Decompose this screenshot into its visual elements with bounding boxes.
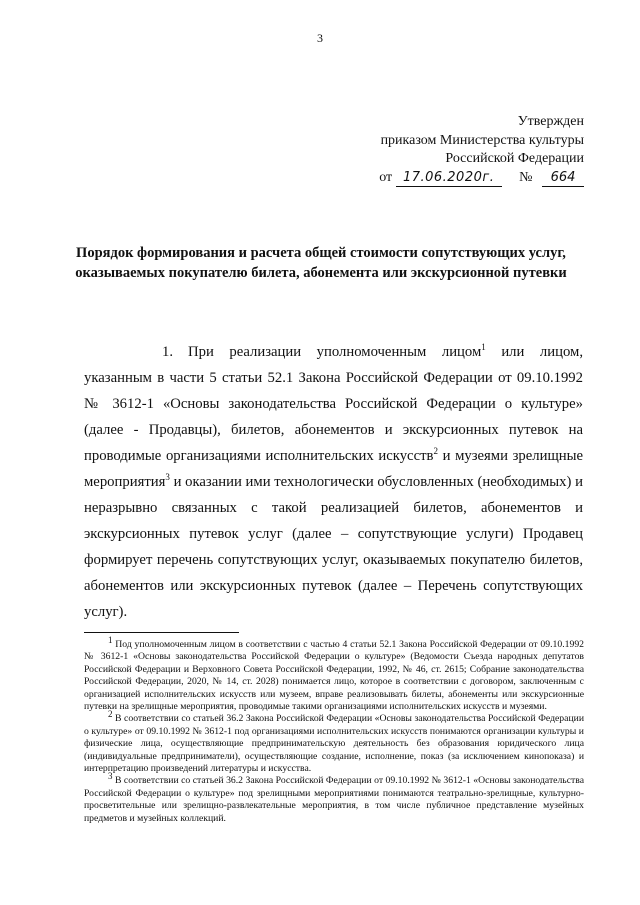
footnote-ref-2[interactable]: 2 <box>433 446 438 457</box>
paragraph-text-part3: и музеями зрелищные мероприятия <box>84 448 584 490</box>
paragraph-text-part2: или лицом, указанным в части 5 статьи 52.1 Закона Российской Федерации от 09.10.1992 № 3612-1 «Основы законодательства Российской Федерации о культуре» (далее - Продавцы), билетов, абонементов и экскурсионных путевок на проводимые организациями исполнительских искусств <box>84 344 583 464</box>
footnote-3 <box>84 771 585 825</box>
approval-line-order: приказом Министерства культуры <box>380 132 584 148</box>
document-title: Порядок формирования и расчета общей стоимости сопутствующих услуг, оказываемых покупателю билета, абонемента или экскурсионной путевки <box>75 245 567 281</box>
approval-block <box>284 113 584 187</box>
paragraph-text-part1: При реализации уполномоченным лицом <box>188 344 482 360</box>
footnotes <box>84 634 585 825</box>
footnote-text-3: В соответствии со статьей 36.2 Закона Российской Федерации от 09.10.1992 № 3612-1 «Основы законодательства Российской Федерации о культуре» под зрелищными мероприятиями понимаются театрально-зрелищные, культурно-просветительные или зрелищно-развлекательные мероприятия, в том числе публичное представление музейных предметов и музейных коллекций. <box>84 775 585 824</box>
footnote-2 <box>84 709 584 775</box>
handwritten-number: 664 <box>542 170 584 187</box>
from-label: от <box>379 169 393 185</box>
number-label: № <box>519 169 533 185</box>
footnote-separator <box>84 632 239 633</box>
paragraph-number: 1. <box>162 344 174 360</box>
footnote-mark-3: 3 <box>108 771 113 782</box>
footnote-ref-1[interactable]: 1 <box>481 342 486 353</box>
approval-date-line <box>284 169 584 188</box>
approval-line-federation: Российской Федерации <box>445 151 584 166</box>
footnote-mark-2: 2 <box>108 709 113 720</box>
footnote-mark-1: 1 <box>108 634 113 645</box>
footnote-text-2: В соответствии со статьей 36.2 Закона Российской Федерации «Основы законодательства Российской Федерации о культуре» от 09.10.1992 № 3612-1 под организациями исполнительских искусств понимаются организации культуры и физические лица, осуществляющие предпринимательскую деятельность без образования юридического лица (индивидуальные предприниматели), осуществляющие создание, исполнение, показ (за исключением кинопоказа) и интерпретацию произведений литературы и искусства. <box>84 713 584 775</box>
paragraph-text-part4: и оказании ими технологически обусловленных (необходимых) и неразрывно связанных с такой реализацией билетов, абонементов и экскурсионных путевок услуг (далее – сопутствующие услуги) Продавец формирует перечень сопутствующих услуг, оказываемых покупателю билетов, абонементов или экскурсионных путевок (далее – Перечень сопутствующих услуг). <box>84 474 583 620</box>
page-number: 3 <box>317 31 323 45</box>
footnote-text-1: Под уполномоченным лицом в соответствии с частью 4 статьи 52.1 Закона Российской Федерации от 09.10.1992 № 3612-1 «Основы законодательства Российской Федерации о культуре» (Ведомости Съезда народных депутатов Российской Федерации и Верховного Совета Российской Федерации, 1992, № 46, ст. 2615; Собрание законодательства Российской Федерации, 2020, № 14, ст. 2028) понимается лицо, которое в соответствии с договором, заключенным с организацией исполнительских искусств или музеем, вправе реализовывать билеты, абонементы или экскурсионные путевки на зрелищные мероприятия, проводимые такими организациями исполнительских искусств и музеями. <box>84 639 585 713</box>
footnote-ref-3[interactable]: 3 <box>165 472 170 483</box>
footnote-1 <box>84 634 585 713</box>
paragraph-1 <box>84 339 583 625</box>
approval-line-approved: Утвержден <box>517 114 584 129</box>
handwritten-date: 17.06.2020г. <box>396 170 502 187</box>
